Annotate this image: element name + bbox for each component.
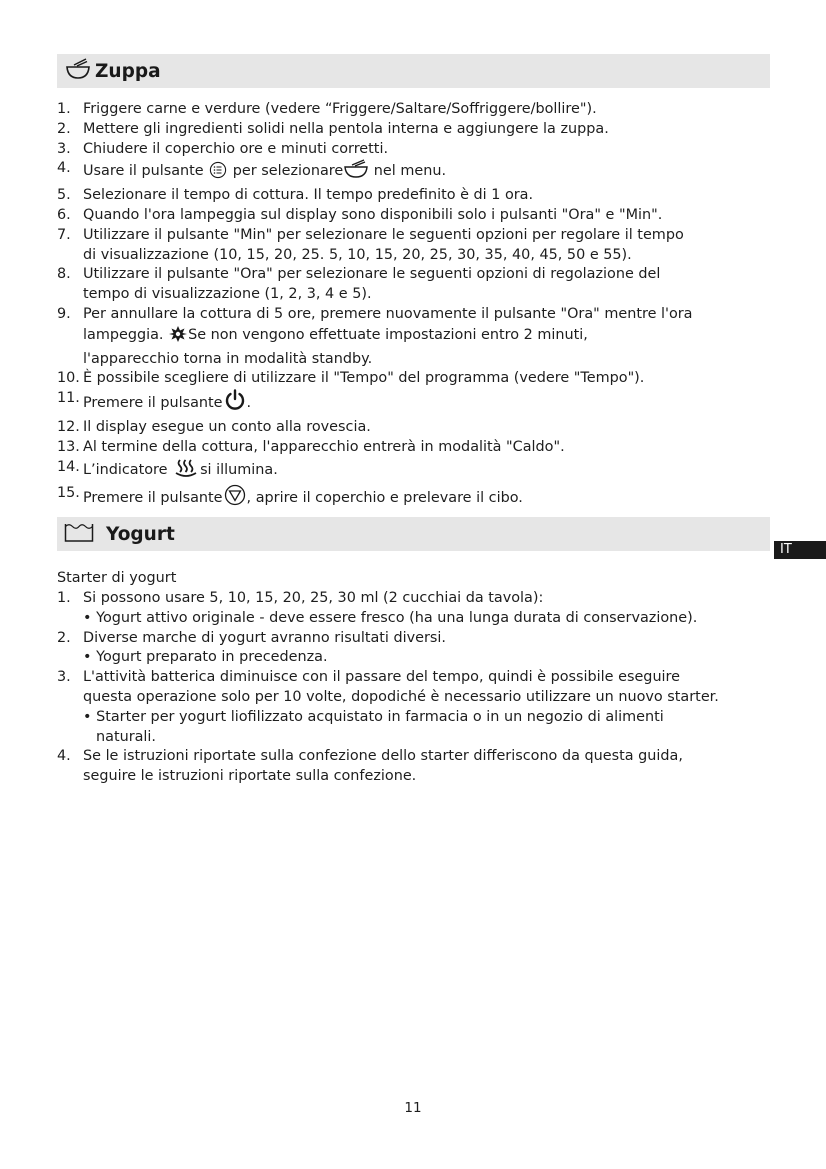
- burst-icon: [168, 325, 188, 350]
- list-item: 6. Quando l'ora lampeggia sul display sono disponibili solo i pulsanti "Ora" e "Min".: [57, 206, 663, 223]
- list-item: 3. L'attività batterica diminuisce con il passare del tempo, quindi è possibile eseguire questa operazione solo per 10 volte, dopodiché è necessario utilizzare un nuovo starter. • Starter per yogurt liofilizzato acquistato in farmacia o in un negozio di alimenti naturali.: [57, 669, 719, 745]
- list-item: 4. Usare il pulsante per selezionare nel menu.: [57, 159, 777, 186]
- list-item: 2. Mettere gli ingredienti solidi nella pentola interna e aggiungere la zuppa.: [57, 120, 609, 137]
- list-item: 8. Utilizzare il pulsante "Ora" per selezionare le seguenti opzioni di regolazione del tempo di visualizzazione (1, 2, 3, 4 e 5).: [57, 266, 661, 303]
- yogurt-intro: Starter di yogurt: [57, 570, 177, 586]
- soup-pot-icon: [343, 159, 369, 186]
- power-icon: [223, 389, 247, 418]
- zuppa-title: Zuppa: [95, 60, 161, 82]
- list-item: 2. Diverse marche di yogurt avranno risultati diversi. • Yogurt preparato in precedenza.: [57, 629, 446, 666]
- list-item: 4. Se le istruzioni riportate sulla confezione dello starter differiscono da questa guida, seguire le istruzioni riportate sulla confezione.: [57, 748, 683, 785]
- language-tab: IT: [774, 541, 826, 559]
- yogurt-steps: [57, 589, 777, 787]
- menu-button-icon: [208, 161, 228, 186]
- list-item: 9. Per annullare la cottura di 5 ore, premere nuovamente il pulsante "Ora" mentre l'ora lampeggia. Se non vengono effettuate impostazioni entro 2 minuti, l'apparecchio torna in modalità standby.: [57, 305, 693, 367]
- list-item: 5. Selezionare il tempo di cottura. Il tempo predefinito è di 1 ora.: [57, 187, 534, 204]
- list-item: 14. L’indicatore si illumina.: [57, 458, 777, 485]
- list-item: 3. Chiudere il coperchio ore e minuti corretti.: [57, 140, 389, 157]
- list-item: 13. Al termine della cottura, l'apparecchio entrerà in modalità "Caldo".: [57, 438, 565, 455]
- list-item: 7. Utilizzare il pulsante "Min" per selezionare le seguenti opzioni per regolare il tempo di visualizzazione (10, 15, 20, 25. 5, 10, 15, 20, 25, 30, 35, 40, 45, 50 e 55).: [57, 226, 684, 263]
- soup-pot-icon: [65, 58, 91, 84]
- keep-warm-indicator-icon: [174, 458, 198, 485]
- yogurt-section-header: [57, 517, 770, 551]
- yogurt-title: Yogurt: [106, 523, 175, 545]
- zuppa-steps: [57, 100, 777, 513]
- cancel-triangle-icon: [223, 484, 247, 513]
- zuppa-section-header: [57, 54, 770, 88]
- yogurt-container-icon: [64, 521, 94, 547]
- page-number: 11: [404, 1100, 422, 1116]
- list-item: 10. È possibile scegliere di utilizzare il "Tempo" del programma (vedere "Tempo").: [57, 370, 645, 387]
- list-item: 15. Premere il pulsante , aprire il coperchio e prelevare il cibo.: [57, 484, 777, 513]
- list-item: 1. Friggere carne e verdure (vedere “Friggere/Saltare/Soffriggere/bollire").: [57, 101, 597, 117]
- list-item: 12. Il display esegue un conto alla rovescia.: [57, 418, 371, 435]
- list-item: 11. Premere il pulsante .: [57, 389, 777, 418]
- list-item: 1. Si possono usare 5, 10, 15, 20, 25, 30 ml (2 cucchiai da tavola): • Yogurt attivo originale - deve essere fresco (ha una lunga durata di conservazione).: [57, 590, 698, 626]
